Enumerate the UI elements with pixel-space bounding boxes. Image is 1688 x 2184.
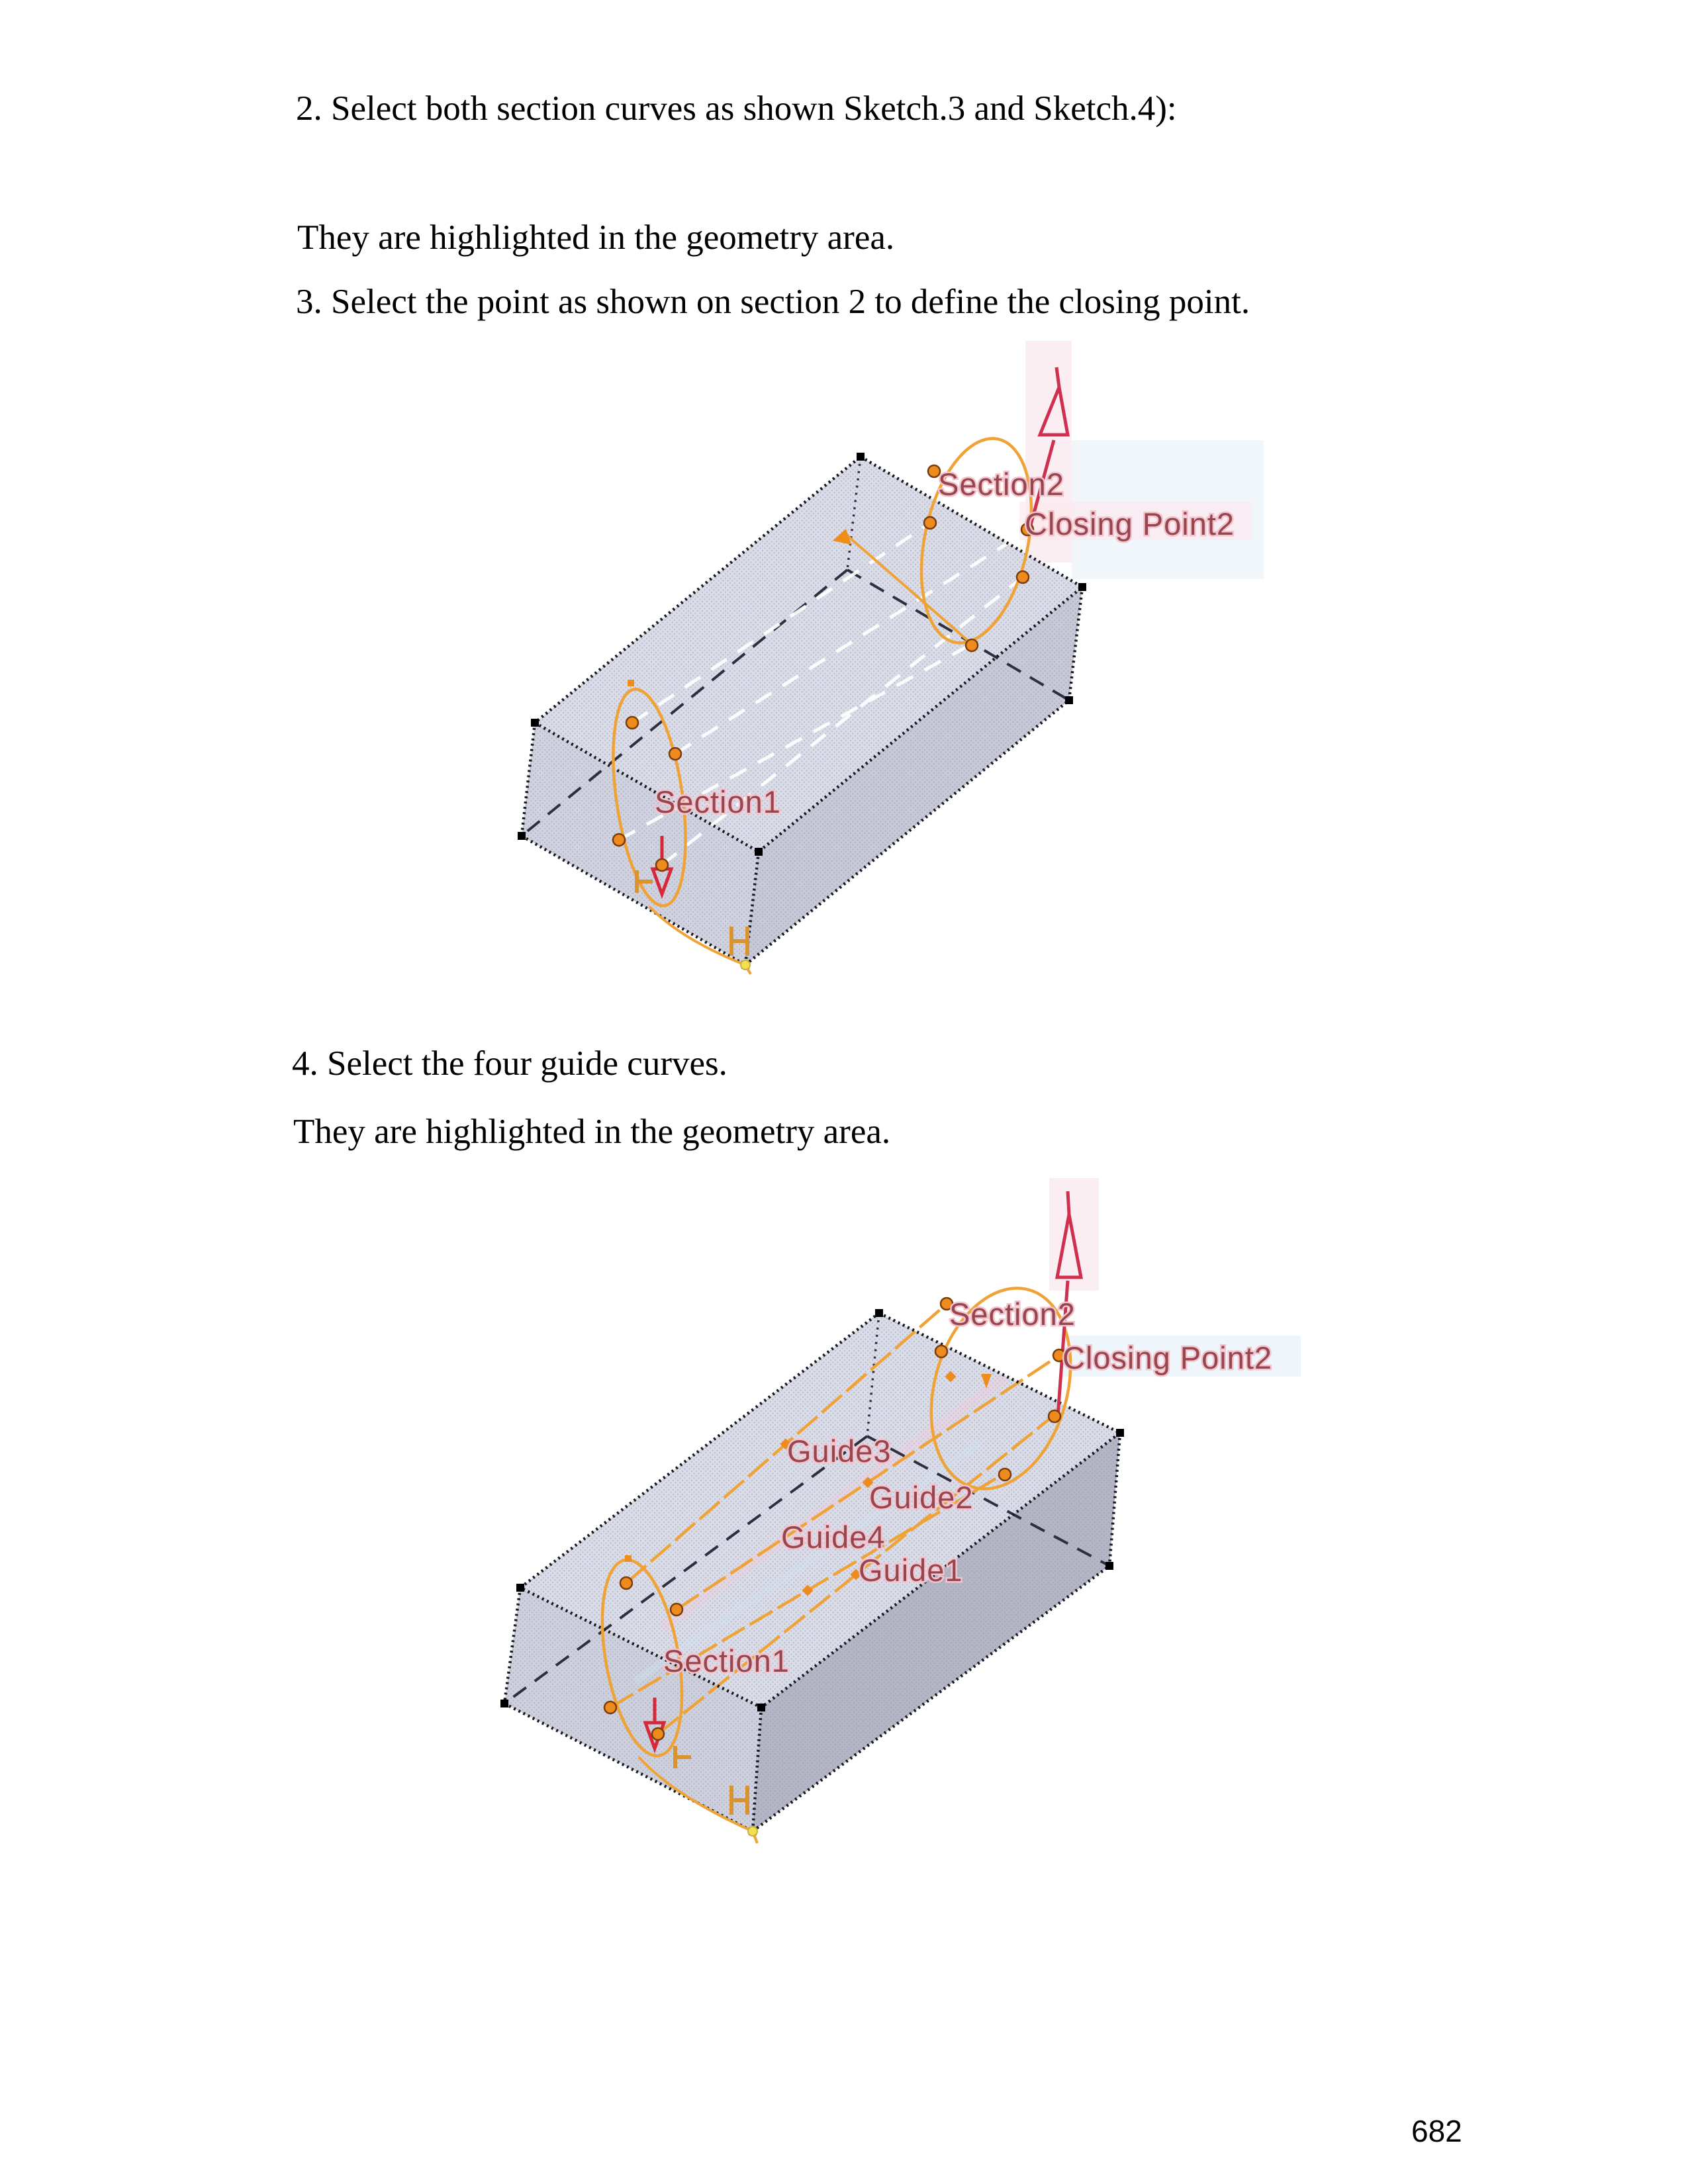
instruction-step3: 3. Select the point as shown on section 2 to define the closing point.: [296, 283, 1250, 321]
figure2-section1-label: Section1: [663, 1643, 790, 1678]
figure2-guide4-label: Guide4: [781, 1520, 886, 1555]
figure2-guide1-label: Guide1: [859, 1553, 963, 1588]
figure1-section2-label: Section2: [938, 467, 1064, 502]
box-solid: [504, 1313, 1120, 1831]
page-number: 682: [1411, 2114, 1462, 2148]
instruction-note2: They are highlighted in the geometry area.: [293, 1113, 891, 1151]
figure2-cad-screenshot: [463, 1178, 1304, 1903]
figure2-section2-label: Section2: [949, 1297, 1076, 1332]
box-solid: [522, 457, 1082, 965]
figure1-cad-screenshot: [483, 341, 1264, 986]
figure1-closing-point2-label: Closing Point2: [1025, 506, 1235, 541]
figure1-section1-label: Section1: [655, 784, 781, 819]
instruction-step4: 4. Select the four guide curves.: [292, 1044, 727, 1083]
endpoint-dot: [741, 960, 750, 970]
figure2-guide3-label: Guide3: [787, 1433, 892, 1469]
figure2-closing-point2-label: Closing Point2: [1062, 1340, 1273, 1375]
figure2-guide2-label: Guide2: [869, 1480, 974, 1515]
instruction-step2: 2. Select both section curves as shown Sketch.3 and Sketch.4):: [296, 89, 1177, 128]
instruction-note1: They are highlighted in the geometry area.: [297, 218, 895, 257]
endpoint-dot: [748, 1827, 757, 1836]
